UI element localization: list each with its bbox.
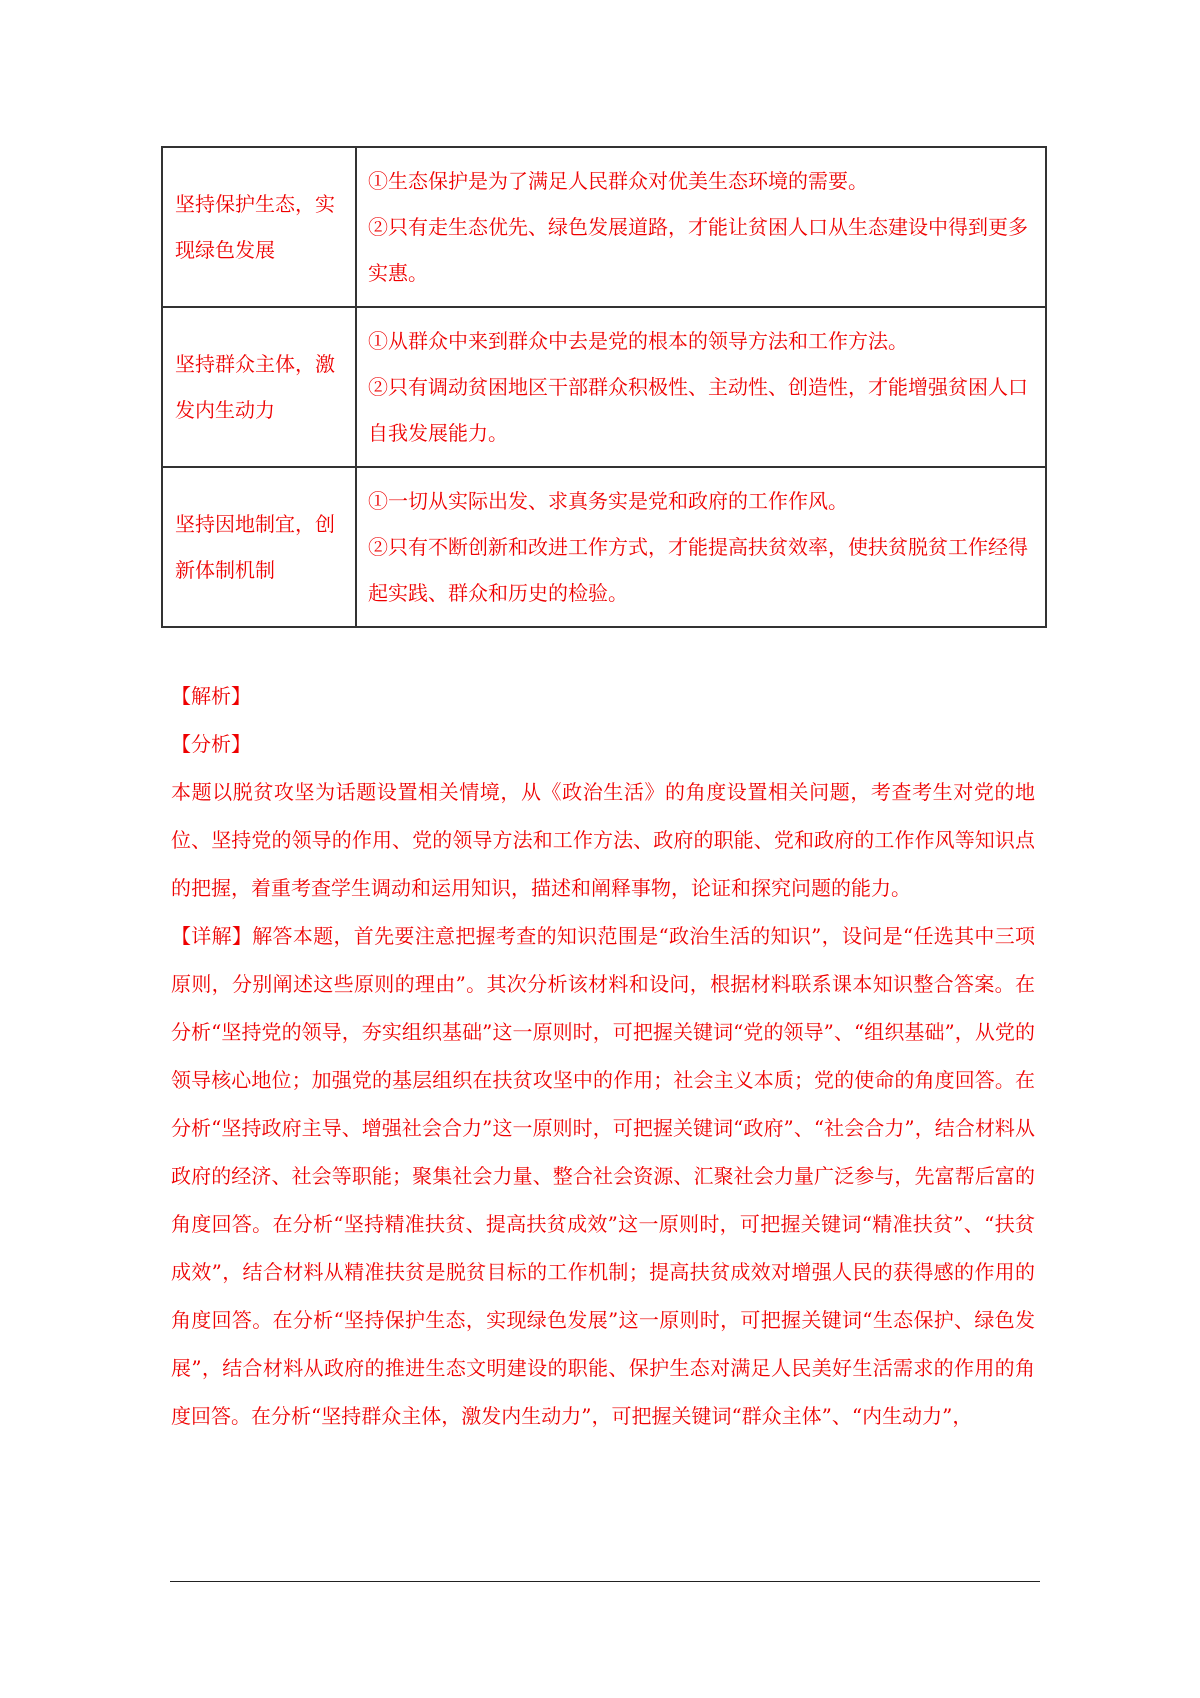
table-row [162, 147, 1046, 307]
fenxi-heading: 【分析】 [171, 732, 251, 756]
footer-divider [170, 1581, 1040, 1582]
principle-name-cell: 坚持因地制宜，创新体制机制 [162, 467, 356, 627]
principle-reasons-cell [356, 307, 1046, 467]
reason-text: ①一切从实际出发、求真务实是党和政府的工作作风。 [368, 489, 848, 513]
reason-text: ②只有走生态优先、绿色发展道路，才能让贫困人口从生态建设中得到更多实惠。 [368, 215, 1028, 285]
fenxi-paragraph: 本题以脱贫攻坚为话题设置相关情境，从《政治生活》的角度设置相关问题，考查考生对党的地位、坚持党的领导的作用、党的领导方法和工作方法、政府的职能、党和政府的工作作风等知识点的把握，着重考查学生调动和运用知识，描述和阐释事物，论证和探究问题的能力。 [171, 780, 1035, 900]
reason-text: ①从群众中来到群众中去是党的根本的领导方法和工作方法。 [368, 329, 908, 353]
xiangjie-heading: 【详解】 [171, 924, 253, 948]
xiangjie-text: 解答本题，首先要注意把握考查的知识范围是“政治生活的知识”，设问是“任选其中三项原则，分别阐述这些原则的理由”。其次分析该材料和设问，根据材料联系课本知识整合答案。在分析“坚持党的领导，夯实组织基础”这一原则时，可把握关键词“党的领导”、“组织基础”，从党的领导核心地位；加强党的基层组织在扶贫攻坚中的作用；社会主义本质；党的使命的角度回答。在分析“坚持政府主导、增强社会合力”这一原则时，可把握关键词“政府”、“社会合力”，结合材料从政府的经济、社会等职能；聚集社会力量、整合社会资源、汇聚社会力量广泛参与，先富帮后富的角度回答。在分析“坚持精准扶贫、提高扶贫成效”这一原则时，可把握关键词“精准扶贫”、“扶贫成效”，结合材料从精准扶贫是脱贫目标的工作机制；提高扶贫成效对增强人民的获得感的作用的角度回答。在分析“坚持保护生态，实现绿色发展”这一原则时，可把握关键词“生态保护、绿色发展”，结合材料从政府的推进生态文明建设的职能、保护生态对满足人民美好生活需求的作用的角度回答。在分析“坚持群众主体，激发内生动力”，可把握关键词“群众主体”、“内生动力”， [171, 924, 1035, 1428]
xiangjie-paragraph [171, 912, 1035, 1440]
jiexi-heading: 【解析】 [171, 684, 251, 708]
principles-table [161, 146, 1047, 628]
reason-text: ①生态保护是为了满足人民群众对优美生态环境的需要。 [368, 169, 868, 193]
table-row [162, 307, 1046, 467]
principle-reasons-cell [356, 147, 1046, 307]
analysis-section [171, 672, 1035, 1440]
principle-name-cell: 坚持群众主体，激发内生动力 [162, 307, 356, 467]
reason-text: ②只有不断创新和改进工作方式，才能提高扶贫效率，使扶贫脱贫工作经得起实践、群众和历史的检验。 [368, 535, 1028, 605]
principle-reasons-cell [356, 467, 1046, 627]
table-row [162, 467, 1046, 627]
principle-name-cell: 坚持保护生态，实现绿色发展 [162, 147, 356, 307]
reason-text: ②只有调动贫困地区干部群众积极性、主动性、创造性，才能增强贫困人口自我发展能力。 [368, 375, 1028, 445]
